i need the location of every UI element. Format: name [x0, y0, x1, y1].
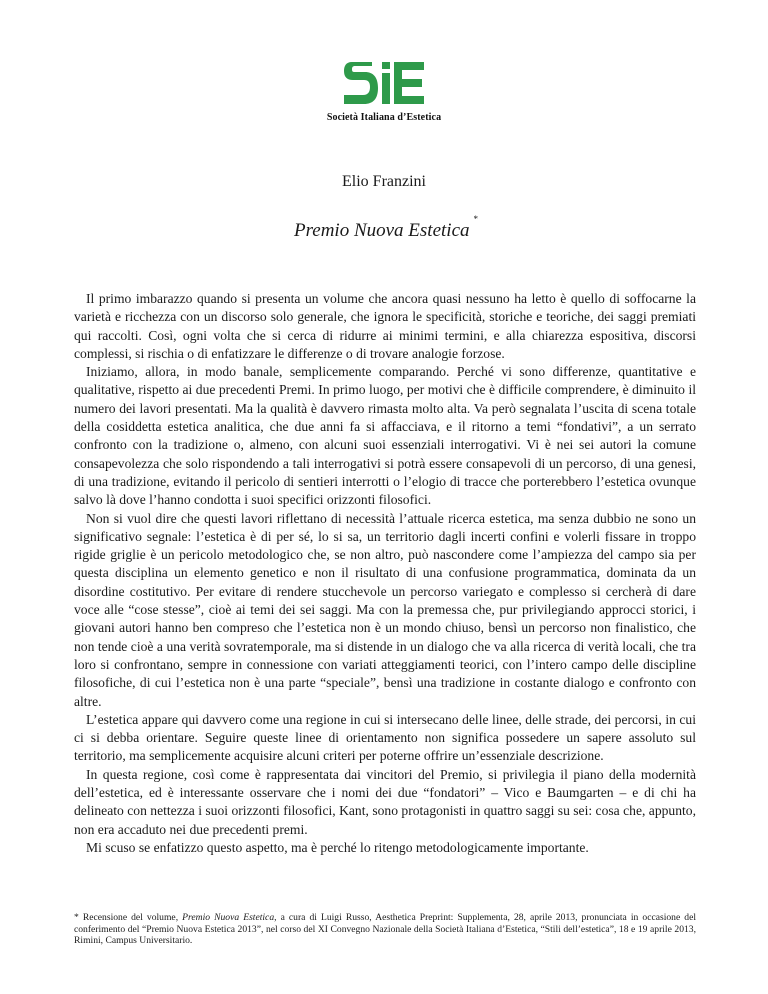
footnote-reference[interactable]: *: [473, 214, 479, 224]
article-title-text: Premio Nuova Estetica: [293, 220, 470, 241]
paragraph: Iniziamo, allora, in modo banale, semplicemente comparando. Perché vi sono differenze, quantitative e qualitative, rispetto ai due precedenti Premi. In primo luogo, per motivi che è difficile comprendere, è diminuito il numero dei lavori presentati. Ma la qualità è davvero rimasta molto alta. Va però segnalata l’uscita di scena totale della cosiddetta estetica analitica, che due anni fa si affacciava, e il ritorno a temi “fondativi”, a un serrato confronto con la tradizione o, almeno, con alcuni suoi essenziali interrogativi. Vi è nei sei autori la comune consapevolezza che solo rispondendo a tali interrogativi si potrà essere consapevoli di un percorso, di una genesi, di una tradizione, evitando il pericolo di sentieri interrotti o l’elogio di tracce che porterebbero l’estetica ovunque salvo là dove l’hanno condotta i suoi specifici orizzonti filosofici.: [74, 364, 696, 508]
author-name: Elio Franzini: [342, 173, 426, 190]
paragraph: In questa regione, così come è rappresentata dai vincitori del Premio, si privilegia il piano della modernità dell’estetica, ed è interessante osservare che i nomi dei due “fondatori” – Vico e Baumgarten – e di chi ha delineato con nettezza i suoi orizzonti filosofici, Kant, sono protagonisti in quattro saggi su sei: cosa che, appunto, non era accaduto nei due precedenti premi.: [74, 766, 696, 837]
article-title: [0, 214, 768, 242]
paragraph: Non si vuol dire che questi lavori riflettano di necessità l’attuale ricerca estetica, ma senza dubbio ne sono un significativo segnale: l’estetica è di per sé, lo si sa, un territorio dagli incerti confini e volerli fissare in troppo rigide griglie è un pericolo metodologico che, se non altro, può nascondere come l’ampiezza del campo sia per questa disciplina un elemento genetico e non il risultato di una confusione programmatica, dominata da un disordine costitutivo. Per evitare di rendere stucchevole un percorso variegato e complesso si cercherà di dare voce alle “cose stesse”, cioè ai temi dei sei saggi. Ma con la premessa che, pur privilegiando approcci storici, i giovani autori hanno ben compreso che l’estetica non è un mondo chiuso, bensì un percorso non finalistico, che non tende cioè a una verità sovratemporale, ma si distende in un dialogo che va alla ricerca di verità locali, che tra loro si confrontano, sempre in connessione con variati atteggiamenti teorici, con l’intero campo delle discipline filosofiche, di cui l’estetica non è una parte “speciale”, bensì una tradizione in costante dialogo e confronto con altre.: [74, 510, 696, 709]
sie-logo-icon: [342, 60, 426, 106]
article-body: [74, 290, 696, 857]
paragraph: L’estetica appare qui davvero come una regione in cui si intersecano delle linee, delle strade, dei percorsi, in cui ci si debba orientare. Seguire queste linee di orientamento non significa possedere un sapere assoluto sul territorio, ma semplicemente acquisire alcuni criteri per poterne offrire un’essenziale descrizione.: [74, 711, 696, 764]
society-logo: [0, 60, 768, 123]
footnote-book-title: Premio Nuova Estetica: [182, 912, 275, 923]
paragraph: Mi scuso se enfatizzo questo aspetto, ma è perché lo ritengo metodologicamente importante.: [86, 839, 589, 855]
footnote: [74, 912, 696, 947]
footnote-mark: *: [74, 912, 79, 923]
footnote-rest: , a cura di Luigi Russo, Aesthetica Preprint: Supplementa, 28, aprile 2013, pronunciata in occasione del conferimento del “Premio Nuova Estetica 2013”, nel corso del XI Convegno Nazionale della Società Italiana d’Estetica, “Stili dell’estetica”, 18 e 19 aprile 2013, Rimini, Campus Universitario.: [74, 912, 696, 946]
logo-caption: Società Italiana d’Estetica: [326, 112, 442, 123]
paragraph: Il primo imbarazzo quando si presenta un volume che ancora quasi nessuno ha letto è quello di soffocarne la varietà e ricchezza con un discorso solo generale, che ignora le specificità, storiche e teoriche, dei saggi premiati qui raccolti. Così, ogni volta che si cerca di ridurre ai minimi termini, e alla chiarezza espositiva, discorsi complessi, si rischia o di enfatizzare le differenze o di trovare analogie forzose.: [74, 291, 696, 361]
footnote-lead: Recensione del volume,: [82, 912, 183, 923]
